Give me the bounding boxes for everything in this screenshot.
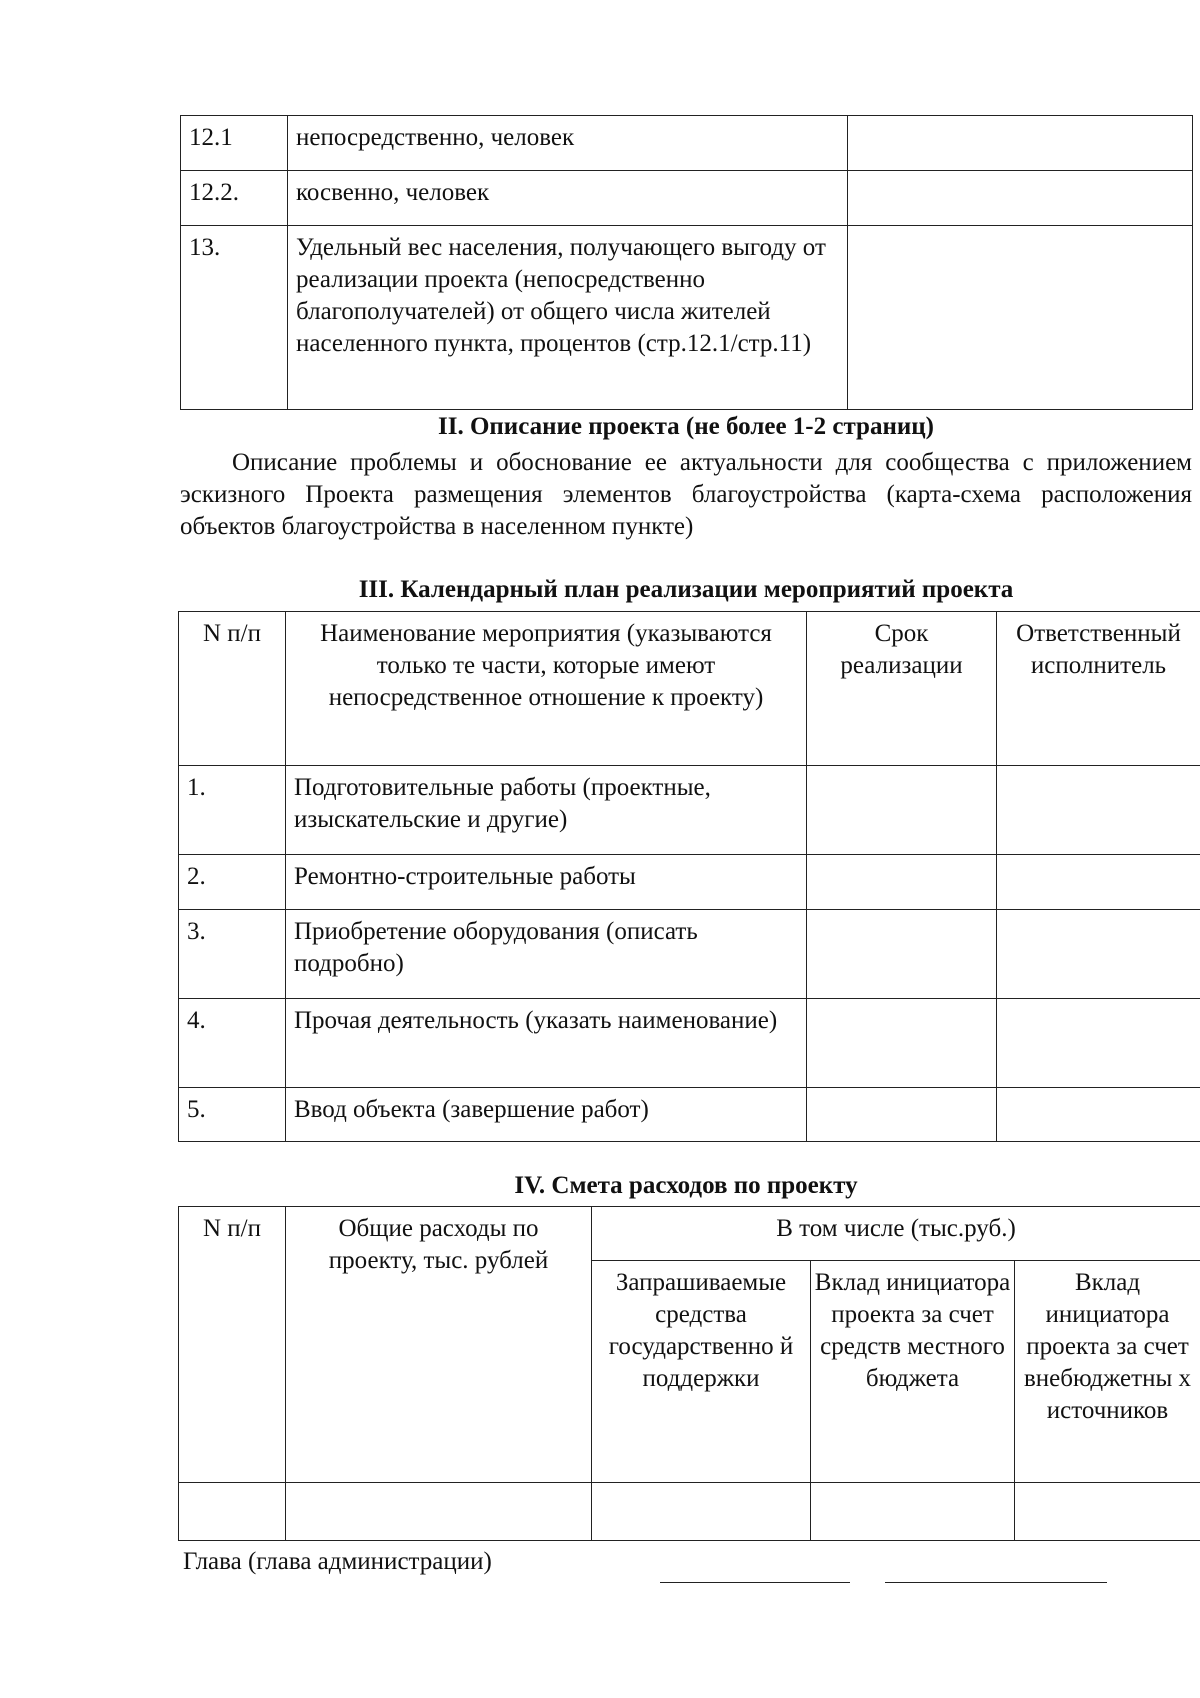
row-value-cell[interactable]: [848, 171, 1193, 226]
header-number: N п/п: [179, 1207, 286, 1483]
budget-table: [178, 1206, 1200, 1541]
section-4-title: IV. Смета расходов по проекту: [514, 1172, 858, 1199]
row-value-cell[interactable]: [848, 116, 1193, 171]
row-local-cell[interactable]: [811, 1483, 1015, 1541]
table-row: [179, 855, 1200, 910]
table-row: [179, 766, 1200, 855]
signature-line[interactable]: [660, 1582, 850, 1583]
header-event-name: Наименование мероприятия (указываются только те части, которые имеют непосредственное отношение к проекту): [286, 612, 807, 766]
row-offbudget-cell[interactable]: [1015, 1483, 1200, 1541]
table-header-row: [179, 612, 1200, 766]
row-number: 12.1: [181, 116, 288, 171]
row-number: 2.: [179, 855, 286, 910]
row-event-name: Ремонтно-строительные работы: [286, 855, 807, 910]
table-row: [181, 226, 1193, 410]
row-number: 3.: [179, 910, 286, 999]
row-term-cell[interactable]: [807, 999, 997, 1088]
header-local-budget: Вклад инициатора проекта за счет средств местного бюджета: [811, 1261, 1015, 1483]
row-event-name: Подготовительные работы (проектные, изыскательские и другие): [286, 766, 807, 855]
section-3-title: III. Календарный план реализации мероприятий проекта: [358, 576, 1014, 603]
row-number: 1.: [179, 766, 286, 855]
header-total-expenses: Общие расходы по проекту, тыс. рублей: [286, 1207, 592, 1483]
row-responsible-cell[interactable]: [997, 855, 1200, 910]
header-off-budget: Вклад инициатора проекта за счет внебюджетны х источников: [1015, 1261, 1200, 1483]
table-row: [181, 171, 1193, 226]
row-event-name: Прочая деятельность (указать наименование): [286, 999, 807, 1088]
section-2-description: Описание проблемы и обоснование ее актуальности для сообщества с приложением эскизного Проекта размещения элементов благоустройства (карта-схема расположения объектов благоустройства в населенном пункте): [180, 449, 1192, 540]
row-number: 5.: [179, 1088, 286, 1142]
row-event-name: Приобретение оборудования (описать подробно): [286, 910, 807, 999]
row-value-cell[interactable]: [848, 226, 1193, 410]
row-responsible-cell[interactable]: [997, 766, 1200, 855]
table-row: [179, 1088, 1200, 1142]
row-term-cell[interactable]: [807, 766, 997, 855]
header-responsible: Ответственный исполнитель: [997, 612, 1200, 766]
row-term-cell[interactable]: [807, 1088, 997, 1142]
row-responsible-cell[interactable]: [997, 1088, 1200, 1142]
table-row: [179, 910, 1200, 999]
row-text: косвенно, человек: [288, 171, 848, 226]
header-including: В том числе (тыс.руб.): [592, 1207, 1200, 1261]
row-total-cell[interactable]: [286, 1483, 592, 1541]
signature-name-line[interactable]: [885, 1582, 1107, 1583]
header-number: N п/п: [179, 612, 286, 766]
row-responsible-cell[interactable]: [997, 910, 1200, 999]
row-number: 12.2.: [181, 171, 288, 226]
row-responsible-cell[interactable]: [997, 999, 1200, 1088]
row-term-cell[interactable]: [807, 910, 997, 999]
section-2-title: II. Описание проекта (не более 1-2 страниц): [438, 413, 934, 440]
table-header-row: [179, 1207, 1200, 1261]
row-text: Удельный вес населения, получающего выгоду от реализации проекта (непосредственно благополучателей) от общего числа жителей населенного пункта, процентов (стр.12.1/стр.11): [288, 226, 848, 410]
row-text: непосредственно, человек: [288, 116, 848, 171]
row-number: 13.: [181, 226, 288, 410]
row-term-cell[interactable]: [807, 855, 997, 910]
row-number-cell[interactable]: [179, 1483, 286, 1541]
calendar-plan-table: [178, 611, 1200, 1142]
signature-label: Глава (глава администрации): [183, 1548, 492, 1575]
table-row: [179, 1483, 1200, 1541]
header-term: Срок реализации: [807, 612, 997, 766]
row-number: 4.: [179, 999, 286, 1088]
row-event-name: Ввод объекта (завершение работ): [286, 1088, 807, 1142]
table-row: [179, 999, 1200, 1088]
table-row: [181, 116, 1193, 171]
header-state-support: Запрашиваемые средства государственно й поддержки: [592, 1261, 811, 1483]
row-state-cell[interactable]: [592, 1483, 811, 1541]
indicators-table: [180, 115, 1193, 410]
